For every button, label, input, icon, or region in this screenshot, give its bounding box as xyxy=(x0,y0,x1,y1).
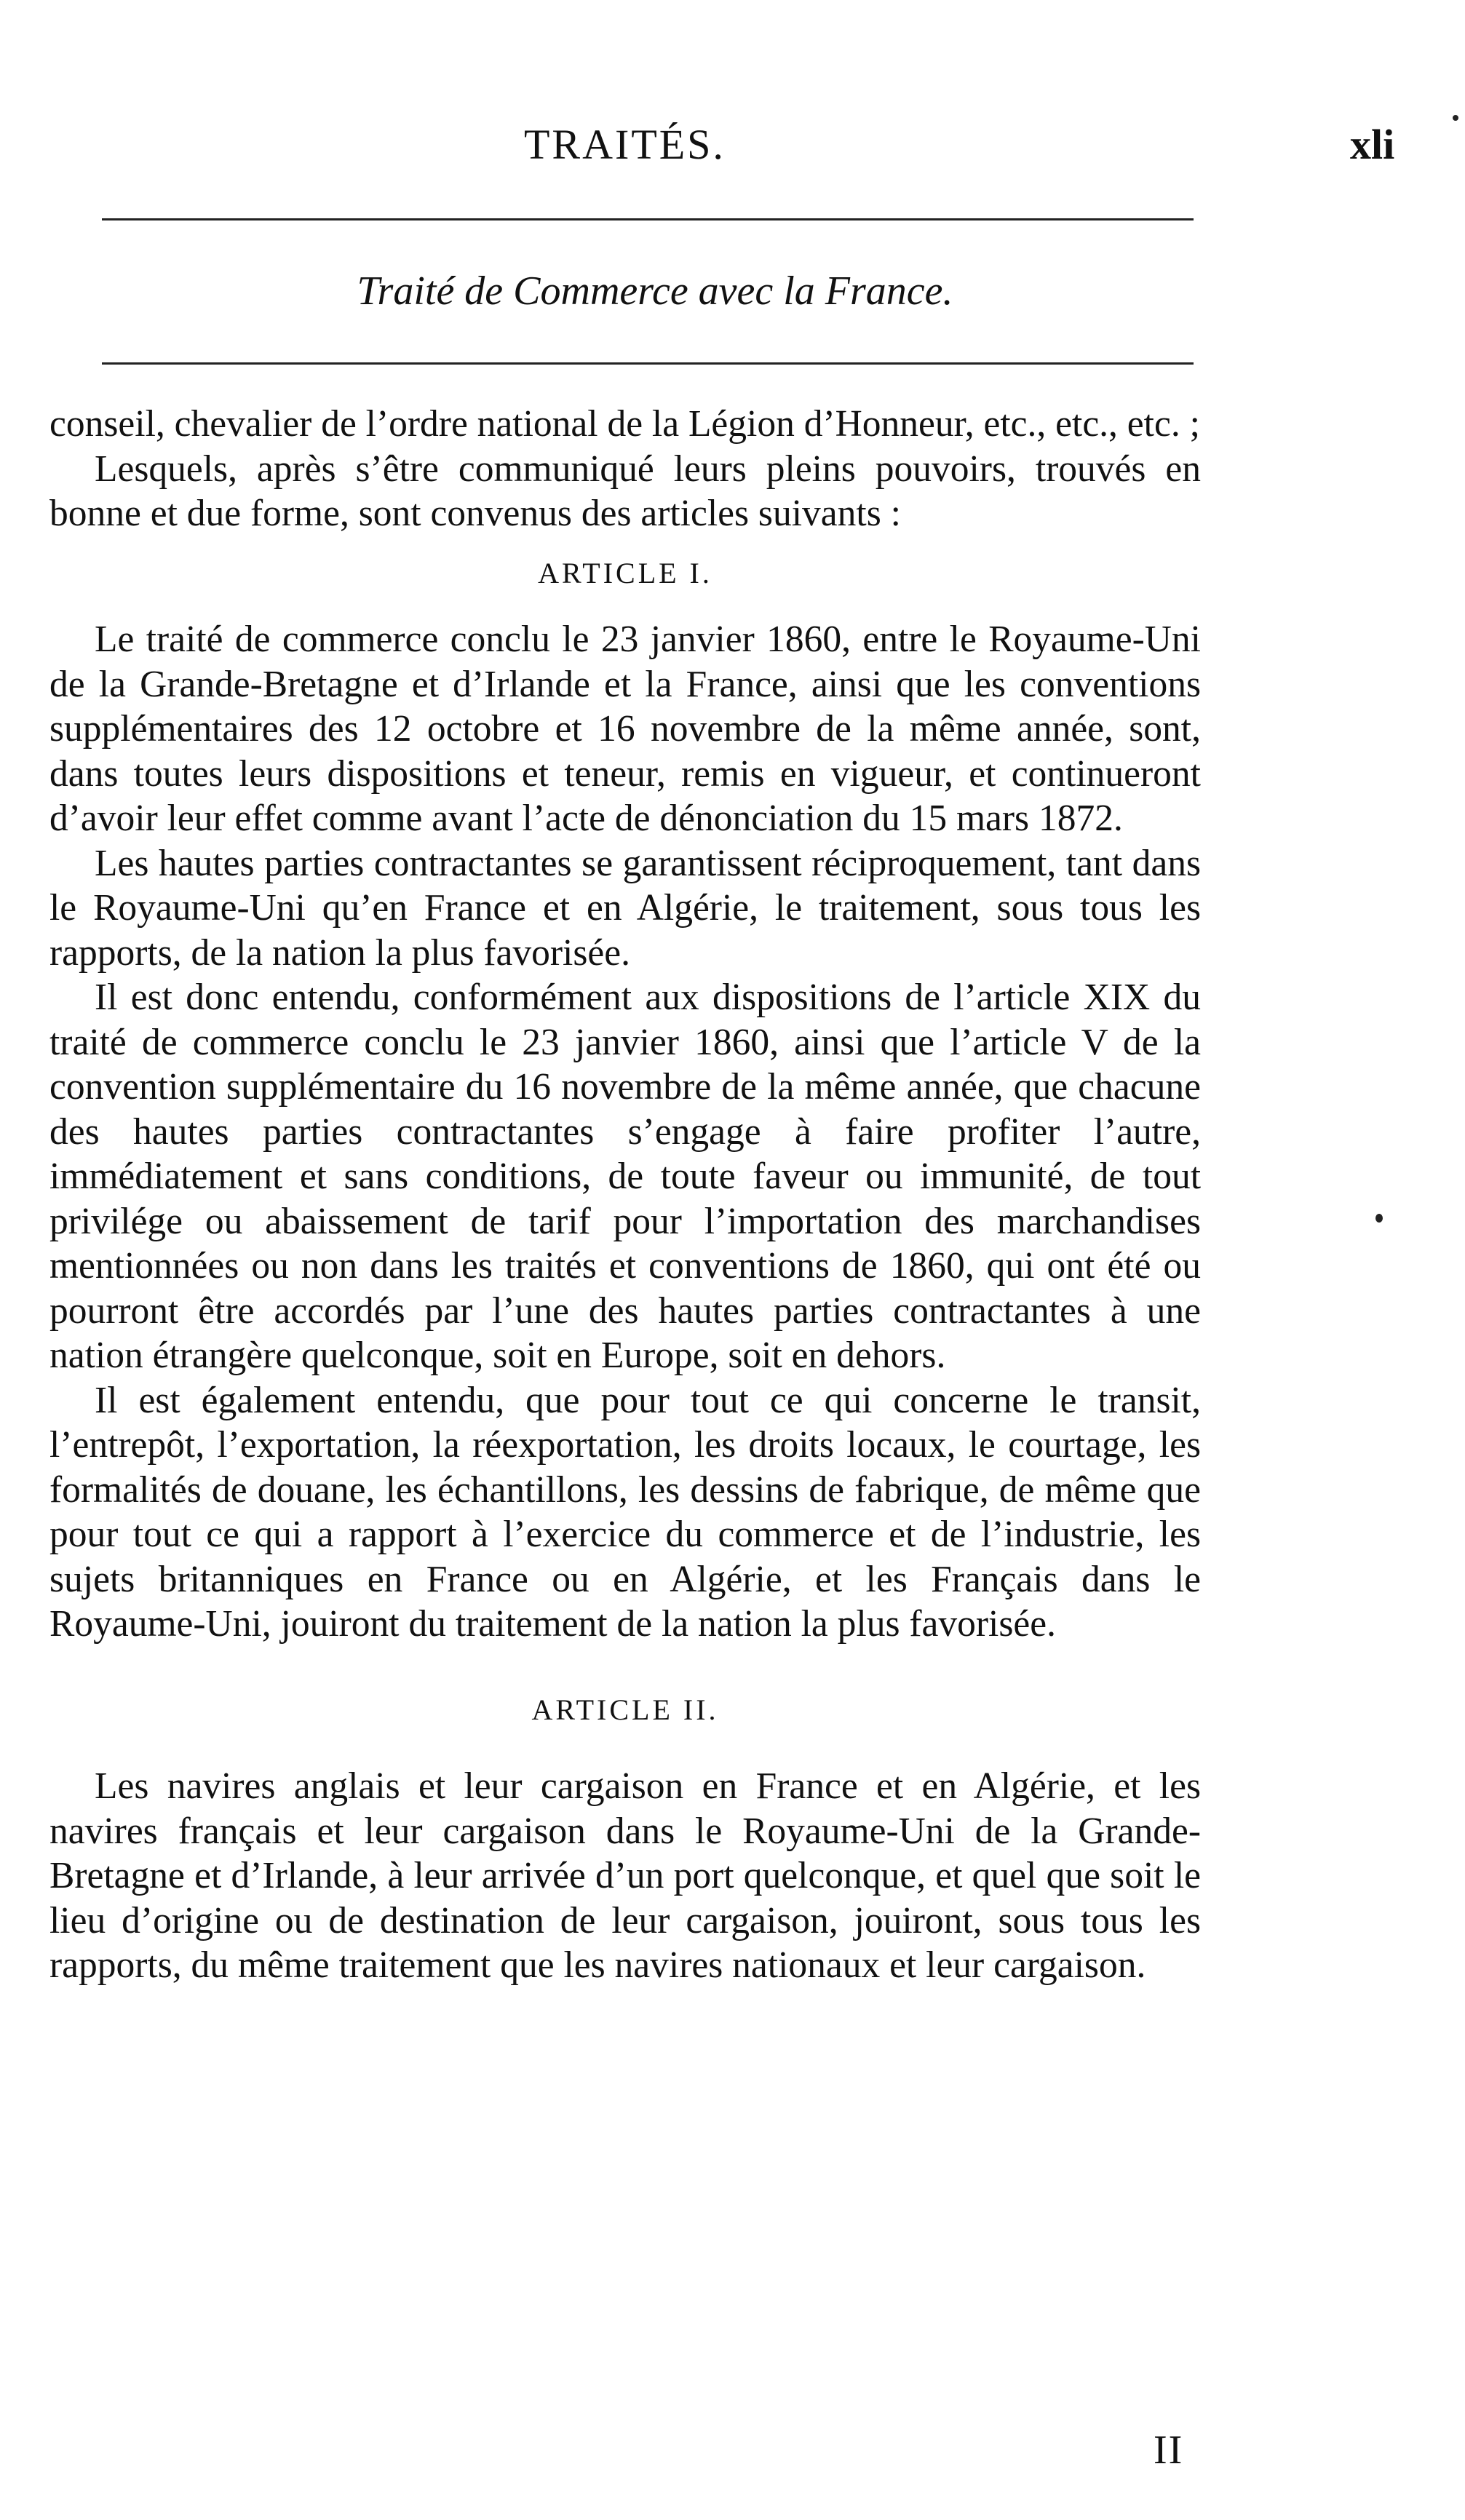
paragraph-most-favored-nation: Les hautes parties contractantes se garantissent réciproquement, tant dans le Royaume-Uni qu’en France et en Algérie, le traitement, sous tous les rapports, de la nation la plus favorisée. xyxy=(49,842,1201,974)
section-subtitle: Traité de Commerce avec la France. xyxy=(357,269,953,314)
page-number: xli xyxy=(1350,121,1395,168)
running-title: TRAITÉS. xyxy=(524,121,726,168)
article-1-heading: ARTICLE I. xyxy=(538,556,712,589)
article-2-heading: ARTICLE II. xyxy=(531,1693,719,1726)
paragraph-plenipotentiaries: Lesquels, après s’être communiqué leurs pleins pouvoirs, trouvés en bonne et due forme, sont convenus des articles suivants : xyxy=(49,448,1201,534)
header-rule-top xyxy=(102,218,1194,220)
paragraph-continuation: conseil, chevalier de l’ordre national de la Légion d’Honneur, etc., etc., etc. ; xyxy=(49,403,1200,445)
paragraph-transit: Il est également entendu, que pour tout ce qui concerne le transit, l’entrepôt, l’exportation, la réexportation, les droits locaux, le courtage, les formalités de douane, les échantillons, les dessins de fabrique, de même que pour tout ce qui a rapport à l’exercice du commerce et de l’industrie, les sujets britanniques en France ou en Algérie, et les Français dans le Royaume-Uni, jouiront du traitement de la nation la plus favorisée. xyxy=(49,1379,1201,1645)
paragraph-article-xix: Il est donc entendu, conformément aux dispositions de l’article XIX du traité de commerce conclu le 23 janvier 1860, ainsi que l’article V de la convention supplémentaire du 16 novembre de la même année, que chacune des hautes parties contractantes s’engage à faire profiter l’autre, immédiatement et sans conditions, de toute faveur ou immunité, de tout privilége ou abaissement de tarif pour l’importation des marchandises mentionnées ou non dans les traités et conventions de 1860, qui ont été ou pourront être accordés par l’une des hautes parties contractantes à une nation étrangère quelconque, soit en Europe, soit en dehors. xyxy=(49,977,1201,1376)
paragraph-article-1-treaty: Le traité de commerce conclu le 23 janvier 1860, entre le Royaume-Uni de la Grande-Bretagne et d’Irlande et la France, ainsi que les conventions supplémentaires des 12 octobre et 16 novembre de la même année, sont, dans toutes leurs dispositions et teneur, remis en vigueur, et continueront d’avoir leur effet comme avant l’acte de dénonciation du 15 mars 1872. xyxy=(49,619,1201,839)
signature-mark: II xyxy=(1154,2428,1184,2473)
paragraph-article-2-ships: Les navires anglais et leur cargaison en France et en Algérie, et les navires français et leur cargaison dans le Royaume-Uni de la Grande-Bretagne et d’Irlande, à leur arrivée d’un port quelconque, et quel que soit le lieu d’origine ou de destination de leur cargaison, jouiront, sous tous les rapports, du même traitement que les navires nationaux et leur cargaison. xyxy=(49,1765,1201,1986)
margin-dot xyxy=(1453,115,1458,121)
body-text xyxy=(49,402,1201,1988)
margin-dot xyxy=(1375,1214,1383,1223)
running-head xyxy=(0,120,1465,178)
header-rule-bottom xyxy=(102,362,1194,365)
